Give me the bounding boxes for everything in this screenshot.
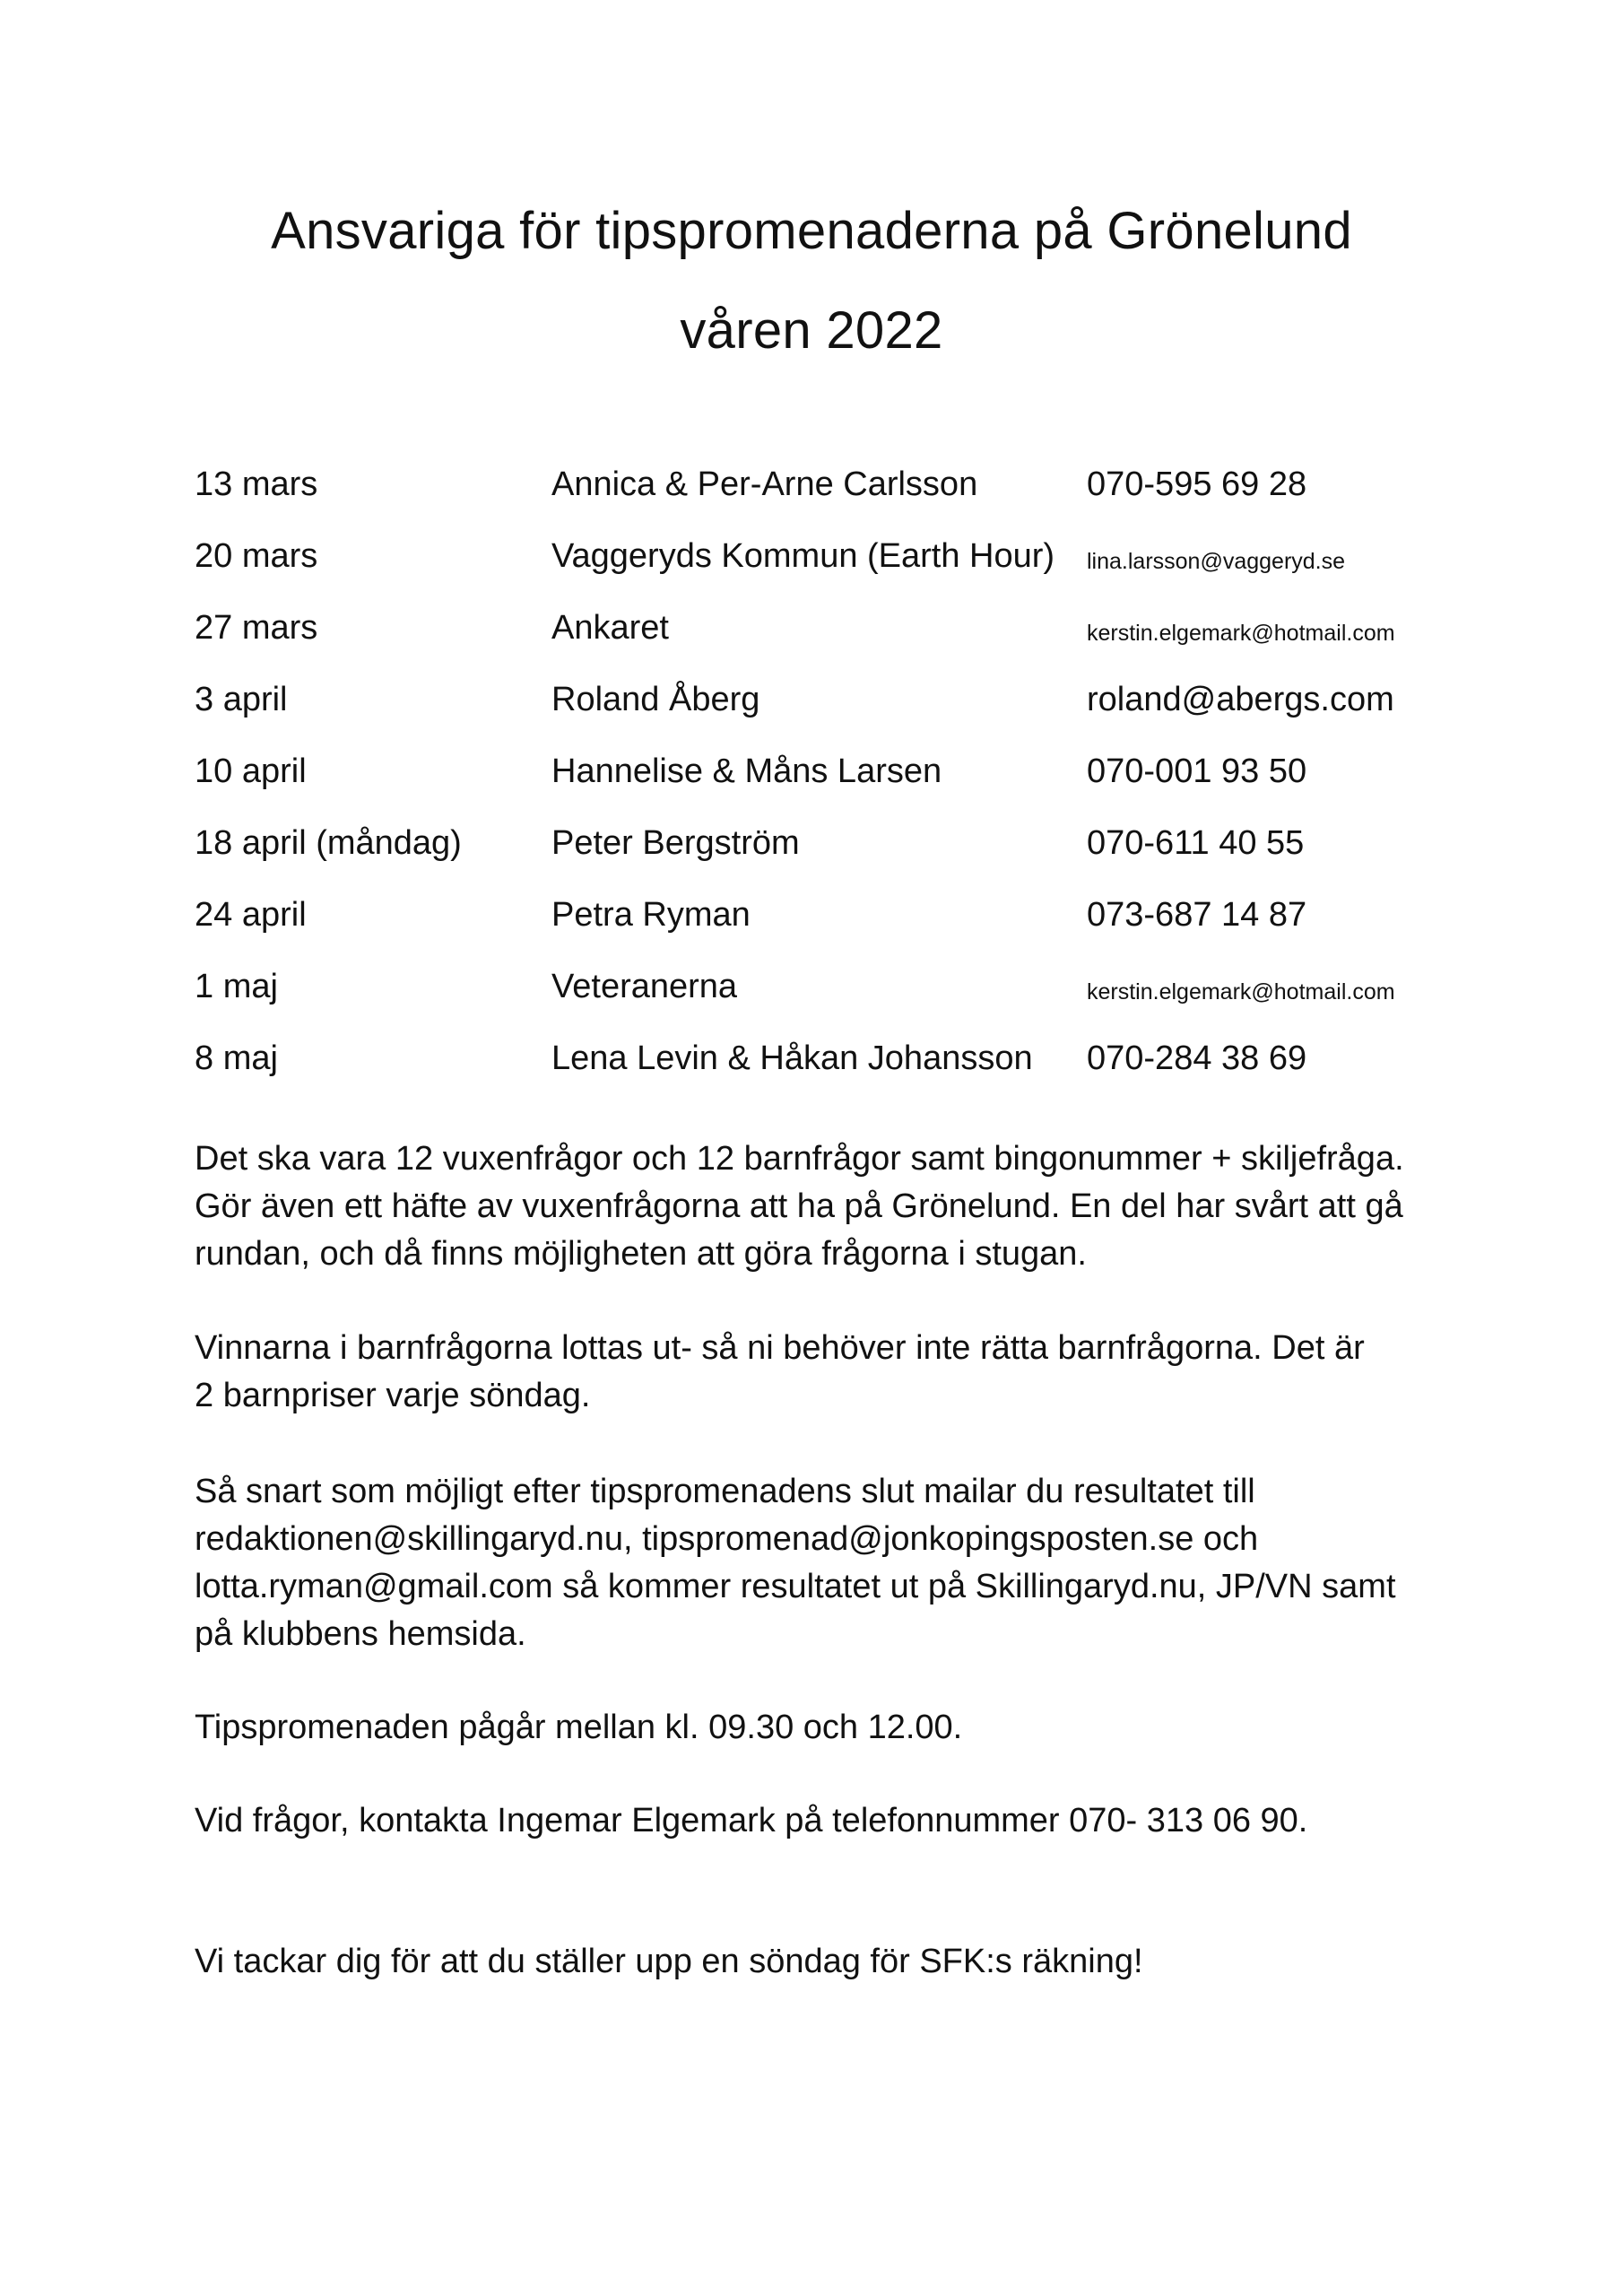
schedule-responsible: Veteranerna	[551, 968, 738, 1005]
paragraph-line: Vi tackar dig för att du ställer upp en söndag för SFK:s räkning!	[195, 1943, 1143, 1980]
schedule-row	[195, 735, 1450, 807]
schedule-contact: kerstin.elgemark@hotmail.com	[1087, 979, 1395, 1004]
schedule-contact: 070-611 40 55	[1087, 824, 1305, 862]
questions-paragraph	[195, 1797, 1468, 1845]
schedule-responsible: Annica & Per-Arne Carlsson	[551, 465, 978, 503]
thanks-paragraph	[195, 1938, 1468, 1986]
paragraph-line: på klubbens hemsida.	[195, 1615, 526, 1653]
paragraph-line: redaktionen@skillingaryd.nu, tipspromenad@jonkopingsposten.se och	[195, 1520, 1259, 1558]
schedule-contact: 073-687 14 87	[1087, 896, 1307, 934]
paragraph-line: Så snart som möjligt efter tipspromenadens slut mailar du resultatet till	[195, 1473, 1255, 1510]
schedule-contact: 070-284 38 69	[1087, 1039, 1307, 1077]
schedule-responsible: Vaggeryds Kommun (Earth Hour)	[551, 537, 1055, 575]
schedule-responsible: Roland Åberg	[551, 681, 760, 718]
schedule-contact: 070-595 69 28	[1087, 465, 1307, 503]
winners-paragraph	[195, 1325, 1468, 1420]
schedule-contact: lina.larsson@vaggeryd.se	[1087, 549, 1346, 574]
schedule-row	[195, 951, 1450, 1022]
results-paragraph	[195, 1468, 1468, 1658]
schedule-date: 3 april	[195, 681, 288, 718]
schedule-row	[195, 879, 1450, 951]
schedule-date: 18 april (måndag)	[195, 824, 462, 862]
document-title-line-1: Ansvariga för tipspromenaderna på Grönelund	[271, 202, 1352, 260]
schedule-responsible: Ankaret	[551, 609, 669, 647]
paragraph-line: Vinnarna i barnfrågorna lottas ut- så ni behöver inte rätta barnfrågorna. Det är	[195, 1329, 1365, 1367]
paragraph-line: Gör även ett häfte av vuxenfrågorna att ha på Grönelund. En del har svårt att gå	[195, 1187, 1403, 1225]
schedule-contact: roland@abergs.com	[1087, 681, 1394, 718]
schedule-responsible: Lena Levin & Håkan Johansson	[551, 1039, 1033, 1077]
schedule-date: 20 mars	[195, 537, 318, 575]
schedule-responsible: Petra Ryman	[551, 896, 751, 934]
schedule-contact: 070-001 93 50	[1087, 752, 1307, 790]
paragraph-line: rundan, och då finns möjligheten att göra frågorna i stugan.	[195, 1235, 1087, 1273]
schedule-table	[195, 448, 1450, 1094]
time-paragraph	[195, 1704, 1468, 1752]
paragraph-line: Det ska vara 12 vuxenfrågor och 12 barnfrågor samt bingonummer + skiljefråga.	[195, 1140, 1404, 1178]
schedule-date: 10 april	[195, 752, 307, 790]
schedule-date: 13 mars	[195, 465, 318, 503]
schedule-responsible: Hannelise & Måns Larsen	[551, 752, 942, 790]
schedule-date: 27 mars	[195, 609, 318, 647]
paragraph-line: 2 barnpriser varje söndag.	[195, 1377, 591, 1414]
schedule-row	[195, 807, 1450, 879]
schedule-responsible: Peter Bergström	[551, 824, 800, 862]
schedule-row	[195, 448, 1450, 520]
rules-paragraph	[195, 1135, 1468, 1278]
schedule-date: 1 maj	[195, 968, 278, 1005]
schedule-row	[195, 520, 1450, 592]
schedule-contact: kerstin.elgemark@hotmail.com	[1087, 621, 1395, 646]
schedule-row	[195, 592, 1450, 664]
schedule-date: 8 maj	[195, 1039, 278, 1077]
schedule-date: 24 april	[195, 896, 307, 934]
paragraph-line: lotta.ryman@gmail.com så kommer resultatet ut på Skillingaryd.nu, JP/VN samt	[195, 1568, 1396, 1605]
schedule-row	[195, 1022, 1450, 1094]
paragraph-line: Vid frågor, kontakta Ingemar Elgemark på telefonnummer 070- 313 06 90.	[195, 1802, 1308, 1839]
schedule-row	[195, 664, 1450, 735]
document-title-line-2: våren 2022	[680, 301, 943, 360]
paragraph-line: Tipspromenaden pågår mellan kl. 09.30 och 12.00.	[195, 1709, 963, 1746]
